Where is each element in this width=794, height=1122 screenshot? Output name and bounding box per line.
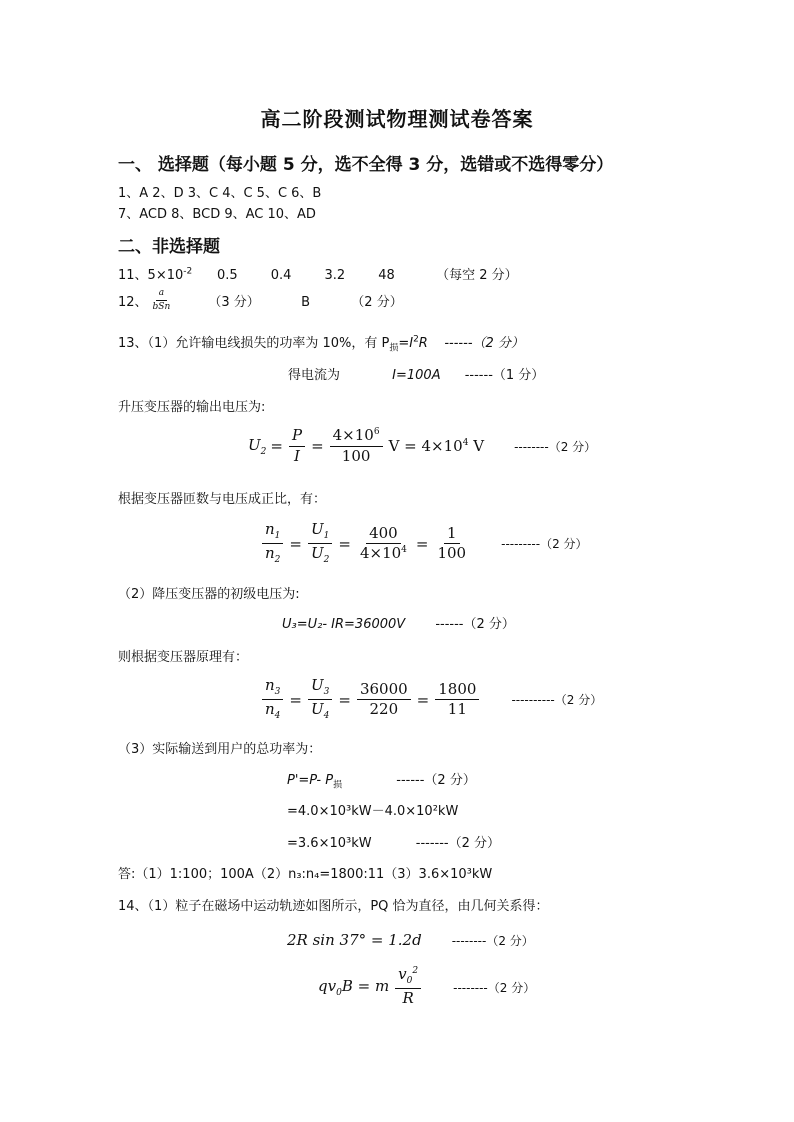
q13-line-9-sub: 损 xyxy=(333,780,343,791)
q13-line-4: 根据变压器匝数与电压成正比，有： xyxy=(118,492,327,507)
eq3-fraction-n: $\frac{n_3}{n_4}$ xyxy=(262,678,283,722)
q13-line-1 xyxy=(118,332,524,354)
eq3-fraction-4: $\frac{1800}{11}$ xyxy=(435,682,479,719)
eq1-fraction-2: $\frac{4\times 10^6}{100}$ xyxy=(330,428,383,465)
q13-line-1-sup: 2 xyxy=(413,334,419,345)
page-title: 高二阶段测试物理测试卷答案 xyxy=(260,107,534,131)
q13-line-6-text: U₃=U₂- IR=36000V xyxy=(282,617,406,632)
eq3-fraction-u: $\frac{U_3}{U_4}$ xyxy=(308,678,332,722)
q13-line-9-text: P'=P- P xyxy=(287,773,334,788)
q13-equation-1: $U_2$ = $\frac{P}{I}$ = $\frac{4\times 10^6}{100}$ $V = 4\times 10^4$ V --------（2 分） xyxy=(248,426,597,465)
q13-line-1-text: 13、（1）允许输电线损失的功率为 10%，有 P xyxy=(118,336,390,351)
eq3-fraction-3: $\frac{36000}{220}$ xyxy=(357,682,411,719)
q13-line-1-sub: 损 xyxy=(389,343,399,354)
q13-line-11 xyxy=(287,832,500,851)
q14-eq1-text: 2R sin 37° = 1.2d xyxy=(287,931,422,949)
q13-answer: 答:（1）1:100；100A（2）n₃:n₄=1800:11（3）3.6×10³kW xyxy=(118,867,493,882)
q14-eq2-fraction: $\frac{v_0^2}{R}$ xyxy=(395,967,421,1007)
q13-line-7: 则根据变压器原理有： xyxy=(118,650,249,665)
section-1-heading: 一、 选择题（每小题 5 分，选不全得 3 分，选错或不选得零分） xyxy=(118,155,614,175)
q12-rest: （3 分） B （2 分） xyxy=(175,295,403,311)
eq3-mark: ----------（2 分） xyxy=(511,693,603,708)
q11-prefix: 11、5×10 xyxy=(118,268,184,283)
q14-eq2-mark: --------（2 分） xyxy=(453,980,536,995)
q12-fraction-numerator: a xyxy=(156,289,167,301)
q13-line-2 xyxy=(288,364,544,383)
q13-equation-2: $\frac{n_1}{n_2}$ = $\frac{U_1}{U_2}$ = $\frac{400}{4\times 10^4}$ = $\frac{1}{100}$ ---------（2 分） xyxy=(260,522,588,566)
eq2-mark: ---------（2 分） xyxy=(501,537,588,552)
q12-fraction-denominator: bSn xyxy=(152,302,171,313)
q13-line-11-mark: -------（2 分） xyxy=(415,836,500,851)
eq1-mark: --------（2 分） xyxy=(514,439,597,454)
q13-line-2-value: I=100A xyxy=(392,368,441,383)
q13-line-6-mark: ------（2 分） xyxy=(435,617,515,632)
eq1-lhs: $U_2$ xyxy=(248,435,267,457)
q13-line-8: （3）实际输送到用户的总功率为： xyxy=(118,742,322,757)
answer-row-2: 7、ACD 8、BCD 9、AC 10、AD xyxy=(118,207,316,222)
q13-line-11-text: =3.6×10³kW xyxy=(287,836,372,851)
eq1-rhs: $V = 4\times 10^4$ V xyxy=(388,437,485,456)
q13-line-5: （2）降压变压器的初级电压为: xyxy=(118,587,300,602)
q13-line-10: =4.0×10³kW－4.0×10²kW xyxy=(287,804,459,819)
section-2-heading: 二、非选择题 xyxy=(118,237,220,257)
q14-equation-1 xyxy=(287,931,534,949)
q13-line-2-label: 得电流为 xyxy=(288,368,341,383)
answer-row-1: 1、A 2、D 3、C 4、C 5、C 6、B xyxy=(118,186,322,201)
q13-line-3: 升压变压器的输出电压为: xyxy=(118,400,266,415)
q13-line-9 xyxy=(287,769,476,791)
q14-equation-2 xyxy=(318,967,535,1007)
q12-line xyxy=(118,289,403,313)
q13-line-2-mark: ------（1 分） xyxy=(464,368,545,383)
q14-eq1-mark: --------（2 分） xyxy=(451,933,534,948)
q14-eq2-lhs: $qv_0B = m$ xyxy=(318,976,390,998)
q12-fraction xyxy=(150,289,174,313)
q13-line-9-mark: ------（2 分） xyxy=(396,773,476,788)
q12-prefix: 12、 xyxy=(118,295,148,311)
q11-rest: 0.5 0.4 3.2 48 （每空 2 分） xyxy=(192,268,518,283)
eq2-fraction-u: $\frac{U_1}{U_2}$ xyxy=(308,522,332,566)
q14-line-1: 14、（1）粒子在磁场中运动轨迹如图所示，PQ 恰为直径，由几何关系得： xyxy=(118,899,549,914)
q11-line xyxy=(118,264,518,283)
q13-line-1-tail: R ------（2 分） xyxy=(418,336,524,351)
q13-line-6 xyxy=(282,613,515,632)
eq1-fraction-1: $\frac{P}{I}$ xyxy=(289,428,305,465)
eq2-fraction-n: $\frac{n_1}{n_2}$ xyxy=(262,522,283,566)
eq2-fraction-4: $\frac{1}{100}$ xyxy=(437,523,467,563)
q11-exponent: -2 xyxy=(183,266,193,277)
eq2-fraction-3: $\frac{400}{4\times 10^4}$ xyxy=(359,523,407,563)
q13-equation-3: $\frac{n_3}{n_4}$ = $\frac{U_3}{U_4}$ = $\frac{36000}{220}$ = $\frac{1800}{11}$ ----------（2 分） xyxy=(260,678,602,722)
q13-line-1-eq: =I xyxy=(398,336,414,351)
